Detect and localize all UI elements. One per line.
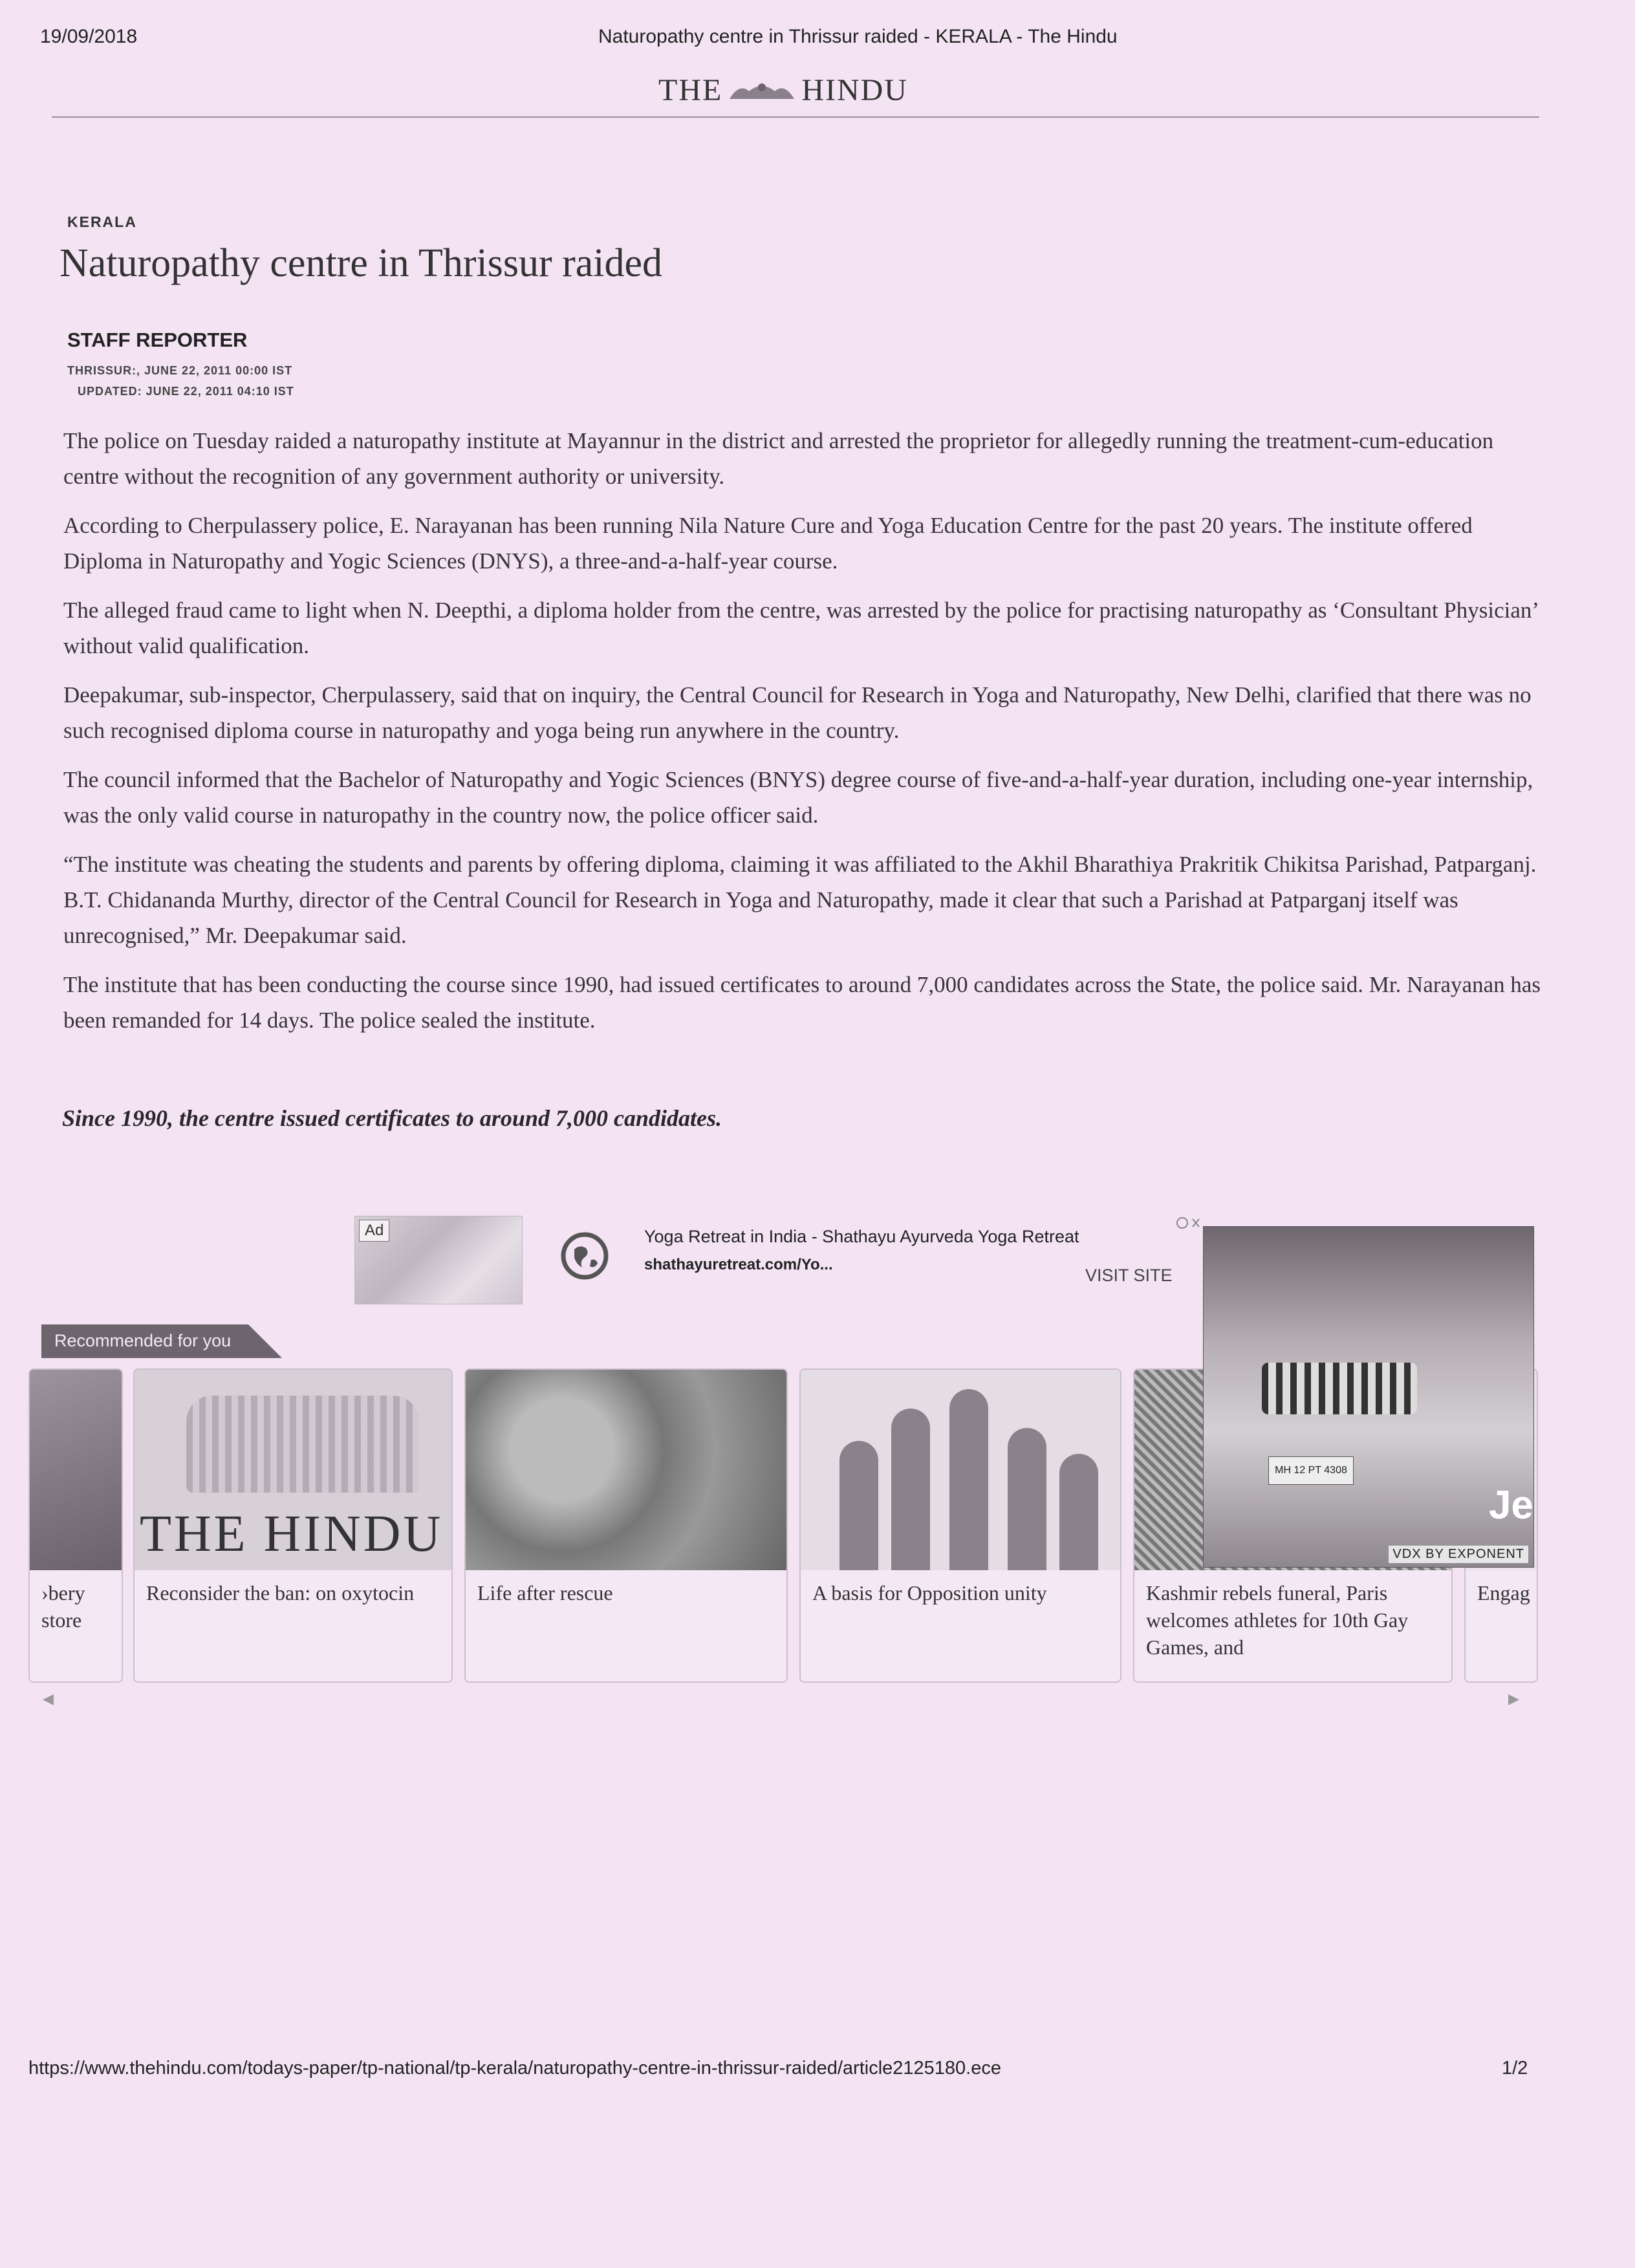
- ad-title[interactable]: Yoga Retreat in India - Shathayu Ayurveda Yoga Retreat: [644, 1227, 1079, 1246]
- print-page-title: Naturopathy centre in Thrissur raided - KERALA - The Hindu: [598, 26, 1118, 47]
- carousel-next-icon[interactable]: ▶: [1508, 1690, 1519, 1707]
- article-paragraph: The police on Tuesday raided a naturopathy institute at Mayannur in the district and arrested the proprietor for allegedly running the treatment-cum-education centre without the recognition of any government authority or university.: [63, 428, 1494, 489]
- article-body: [63, 423, 1544, 1052]
- footer-page-number: 1/2: [1502, 2058, 1528, 2079]
- section-label[interactable]: KERALA: [67, 213, 137, 230]
- thumbnail-wordmark: THE HINDU: [140, 1506, 444, 1562]
- article-paragraph: The alleged fraud came to light when N. Deepthi, a diploma holder from the centre, was arrested by the police for practising naturopathy as ‘Consultant Physician’ without valid qualification.: [63, 598, 1538, 658]
- car-brand-text: Je: [1489, 1483, 1533, 1528]
- hindu-crest-icon: [186, 1396, 419, 1493]
- card-caption: Engag: [1477, 1581, 1530, 1604]
- card-thumbnail: [801, 1370, 1120, 1570]
- car-ad-banner[interactable]: [1203, 1226, 1534, 1568]
- masthead-logo[interactable]: [658, 72, 908, 108]
- article-paragraph: The institute that has been conducting the course since 1990, had issued certificates to around 7,000 candidates across the State, the police said. Mr. Narayanan has been remanded for 14 days. The police sealed the institute.: [63, 972, 1541, 1033]
- visit-site-button[interactable]: VISIT SITE: [1085, 1266, 1173, 1285]
- globe-icon[interactable]: [560, 1231, 609, 1280]
- recommended-card[interactable]: [28, 1368, 123, 1683]
- ad-badge: Ad: [359, 1220, 389, 1242]
- footer-url: https://www.thehindu.com/todays-paper/tp-national/tp-kerala/naturopathy-centre-in-thrissur-raided/article2125180.ece: [28, 2058, 1001, 2079]
- article-paragraph: According to Cherpulassery police, E. Narayanan has been running Nila Nature Cure and Yoga Education Centre for the past 20 years. The institute offered Diploma in Naturopathy and Yogic Sciences (DNYS), a three-and-a-half-year course.: [63, 513, 1473, 574]
- print-date: 19/09/2018: [40, 26, 138, 47]
- card-thumbnail: [135, 1370, 451, 1570]
- article-paragraph: The council informed that the Bachelor of Naturopathy and Yogic Sciences (BNYS) degree course of five-and-a-half-year duration, including one-year internship, was the only valid course in naturopathy in the country now, the police officer said.: [63, 767, 1533, 828]
- carousel-prev-icon[interactable]: ◀: [43, 1690, 54, 1707]
- card-thumbnail: [466, 1370, 786, 1570]
- ad-choices-icon[interactable]: [1176, 1216, 1203, 1230]
- car-number-plate: MH 12 PT 4308: [1268, 1456, 1354, 1485]
- card-caption: Life after rescue: [477, 1581, 613, 1604]
- recommended-card[interactable]: [464, 1368, 788, 1683]
- updated-timestamp: UPDATED: JUNE 22, 2011 04:10 IST: [78, 385, 294, 398]
- card-caption: Reconsider the ban: on oxytocin: [146, 1581, 415, 1604]
- article-paragraph: Deepakumar, sub-inspector, Cherpulassery, said that on inquiry, the Central Council for Research in Yoga and Naturopathy, New Delhi, clarified that there was no such recognised diploma course in naturopathy and yoga being run anywhere in the country.: [63, 682, 1532, 743]
- ad-url[interactable]: shathayuretreat.com/Yo...: [644, 1256, 833, 1273]
- pull-quote: Since 1990, the centre issued certificates to around 7,000 candidates.: [62, 1105, 722, 1131]
- article-headline: Naturopathy centre in Thrissur raided: [60, 241, 662, 285]
- masthead-hindu: HINDU: [801, 73, 908, 107]
- article-paragraph: “The institute was cheating the students and parents by offering diploma, claiming it was affiliated to the Akhil Bharathiya Prakritik Chikitsa Parishad, Patparganj. B.T. Chidananda Murthy, director of the Central Council for Research in Yoga and Naturopathy, made it clear that such a Parishad at Patparganj itself was unrecognised,” Mr. Deepakumar said.: [63, 852, 1537, 948]
- masthead-the: THE: [658, 73, 723, 107]
- hindu-emblem-icon: [726, 80, 797, 102]
- card-caption: A basis for Opposition unity: [812, 1581, 1047, 1604]
- dateline: THRISSUR:, JUNE 22, 2011 00:00 IST: [67, 364, 293, 377]
- card-caption: ›bery store: [41, 1581, 85, 1632]
- header-divider: [52, 116, 1539, 118]
- card-caption: Kashmir rebels funeral, Paris welcomes athletes for 10th Gay Games, and: [1146, 1581, 1409, 1659]
- byline[interactable]: STAFF REPORTER: [67, 329, 248, 351]
- recommended-label: Recommended for you: [54, 1331, 232, 1350]
- recommended-card[interactable]: [133, 1368, 453, 1683]
- ad-credit[interactable]: VDX BY EXPONENT: [1389, 1546, 1528, 1563]
- car-grille-image: [1262, 1363, 1417, 1414]
- card-thumbnail: [30, 1370, 122, 1570]
- recommended-card[interactable]: [799, 1368, 1121, 1683]
